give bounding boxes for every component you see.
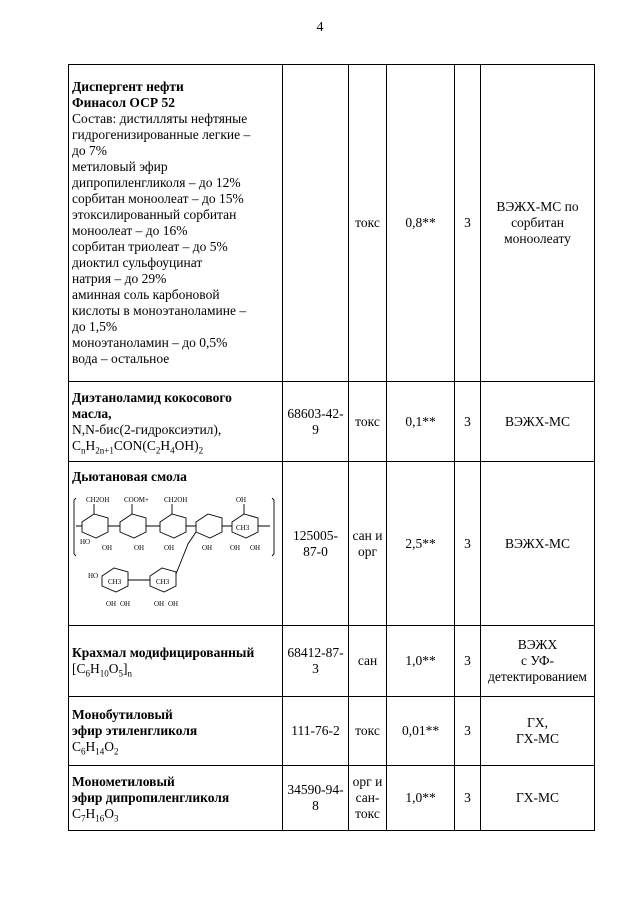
substance-cell (69, 65, 283, 382)
composition-line: диоктил сульфоуцинат (72, 255, 203, 270)
composition-line: до 1,5% (72, 319, 118, 334)
cas-cell: 111-76-2 (283, 697, 349, 766)
composition-line: натрия – до 29% (72, 271, 167, 286)
method-cell: ВЭЖХ-МС (481, 382, 595, 462)
substance-title: Монобутиловый (72, 707, 173, 722)
structure-label: OH (120, 600, 131, 608)
method-cell (481, 626, 595, 697)
synonym-line: N,N-бис(2-гидроксиэтил), (72, 421, 222, 437)
method-cell: ГХ-МС (481, 766, 595, 831)
structure-label: CH3 (236, 524, 250, 532)
composition-line: до 7% (72, 143, 107, 158)
structure-label: OH (106, 600, 117, 608)
value-cell: 1,0** (387, 766, 455, 831)
method-cell (481, 697, 595, 766)
method-line: ГХ-МС (515, 731, 560, 746)
composition-line: этоксилированный сорбитан (72, 207, 237, 222)
hazard-cell: орг и сан-токс (349, 766, 387, 831)
cas-cell: 68603-42-9 (283, 382, 349, 462)
value-cell: 2,5** (387, 462, 455, 626)
class-cell: 3 (455, 626, 481, 697)
class-cell: 3 (455, 65, 481, 382)
chemical-formula: $[C_6H_{10}O_5]_n$ (72, 661, 132, 679)
structure-label: HO (80, 538, 91, 546)
value-cell: 0,8** (387, 65, 455, 382)
chemical-formula: $C_nH_{2n+1}CON(C_2H_4OH)_2$ (72, 437, 204, 456)
composition-line: метиловый эфир (72, 159, 168, 174)
cas-cell: 125005-87-0 (283, 462, 349, 626)
class-cell: 3 (455, 766, 481, 831)
table-row (69, 462, 595, 626)
method-line: детектированием (488, 669, 587, 684)
value-cell: 0,1** (387, 382, 455, 462)
page-number: 4 (316, 20, 324, 35)
class-cell: 3 (455, 697, 481, 766)
table-row (69, 766, 595, 831)
substance-title: Монометиловый (72, 774, 175, 789)
structure-label: OH (102, 544, 113, 552)
composition-line: сорбитан моноолеат – до 15% (72, 191, 244, 206)
structure-label: OH (250, 544, 261, 552)
structure-label: OH (168, 600, 179, 608)
method-cell: ВЭЖХ-МС по сорбитан моноолеату (481, 65, 595, 382)
hazard-cell: сан и орг (349, 462, 387, 626)
hazard-cell: сан (349, 626, 387, 697)
structural-formula-image (72, 486, 279, 618)
method-cell: ВЭЖХ-МС (481, 462, 595, 626)
substance-cell (69, 626, 283, 697)
composition-line: гидрогенизированные легкие – (72, 127, 251, 142)
substance-title: Крахмал модифицированный (72, 645, 255, 660)
cas-cell: 68412-87-3 (283, 626, 349, 697)
substance-title: Финасол ОСР 52 (72, 95, 175, 110)
class-cell: 3 (455, 382, 481, 462)
hazard-cell: токс (349, 65, 387, 382)
hazard-cell: токс (349, 382, 387, 462)
substance-title: эфир этиленгликоля (72, 723, 198, 738)
substance-title: масла, (72, 405, 112, 421)
structure-label: HO (88, 572, 99, 580)
table-row (69, 626, 595, 697)
structure-label: CH3 (108, 578, 122, 586)
substance-title: Диэтаноламид кокосового (72, 389, 232, 405)
method-line: ВЭЖХ (517, 637, 558, 652)
substance-cell (69, 697, 283, 766)
hazard-cell: токс (349, 697, 387, 766)
substance-title: эфир дипропиленгликоля (72, 790, 230, 805)
structure-label: COOM+ (124, 496, 149, 504)
substances-table (68, 64, 595, 831)
structure-label: OH (164, 544, 175, 552)
composition-line: моноэтаноламин – до 0,5% (72, 335, 228, 350)
cas-cell (283, 65, 349, 382)
cas-cell: 34590-94-8 (283, 766, 349, 831)
structure-label: OH (236, 496, 247, 504)
composition-line: дипропиленгликоля – до 12% (72, 175, 241, 190)
table-row (69, 382, 595, 462)
structure-label: OH (154, 600, 165, 608)
substance-title: Дьютановая смола (72, 469, 187, 484)
chemical-formula: $C_6H_{14}O_2$ (72, 739, 119, 757)
chemical-formula: $C_7H_{16}O_3$ (72, 806, 119, 824)
substance-title: Диспергент нефти (72, 79, 184, 94)
table-row (69, 697, 595, 766)
structure-label: OH (134, 544, 145, 552)
structure-label: OH (230, 544, 241, 552)
composition-line: кислоты в моноэтаноламине – (72, 303, 247, 318)
method-line: ГХ, (527, 715, 548, 730)
structure-label: CH2OH (86, 496, 110, 504)
composition-line: аминная соль карбоновой (72, 287, 220, 302)
composition-line: Состав: дистилляты нефтяные (72, 111, 248, 126)
value-cell: 0,01** (387, 697, 455, 766)
substance-cell (69, 462, 283, 626)
composition-line: моноолеат – до 16% (72, 223, 188, 238)
method-line: с УФ- (520, 653, 555, 668)
composition-line: вода – остальное (72, 351, 170, 366)
structure-label: OH (202, 544, 213, 552)
structure-label: CH2OH (164, 496, 188, 504)
class-cell: 3 (455, 462, 481, 626)
structure-label: CH3 (156, 578, 170, 586)
composition-line: сорбитан триолеат – до 5% (72, 239, 228, 254)
substance-cell (69, 382, 283, 462)
table-row (69, 65, 595, 382)
value-cell: 1,0** (387, 626, 455, 697)
substance-cell (69, 766, 283, 831)
